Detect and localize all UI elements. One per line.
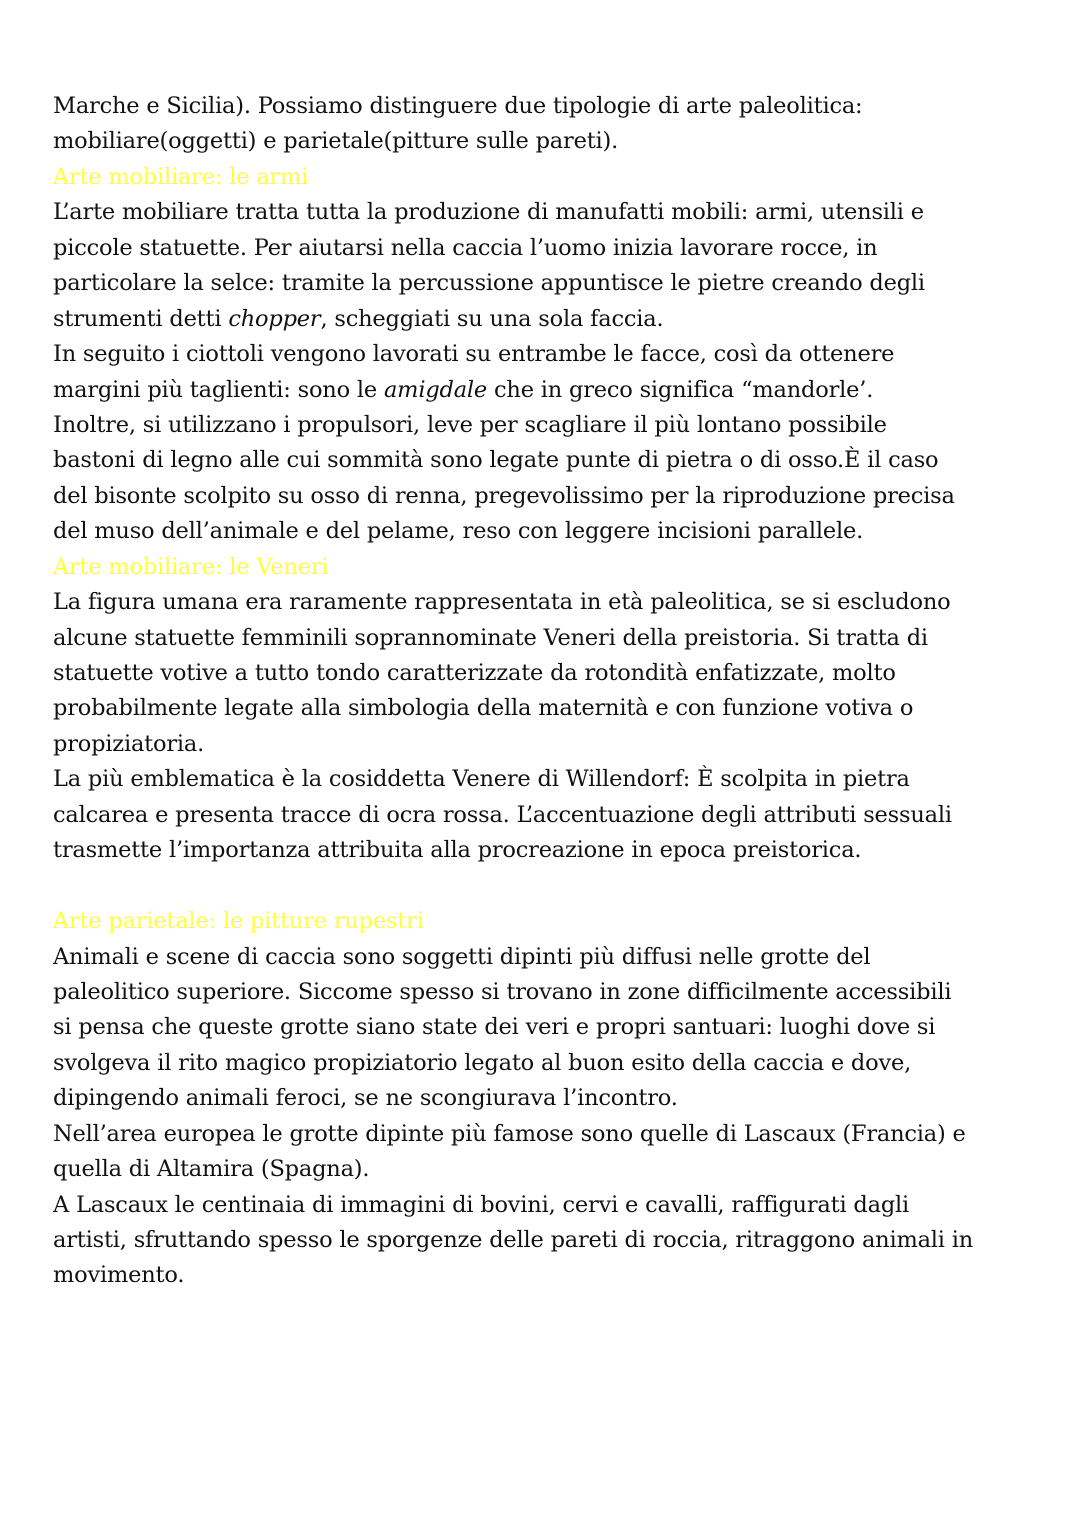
text-line: del bisonte scolpito su osso di renna, pregevolissimo per la riproduzione precisa [53,482,955,509]
text-line: Nell’area europea le grotte dipinte più famose sono quelle di Lascaux (Francia) e [53,1120,966,1147]
text-line: mobiliare(oggetti) e parietale(pitture sulle pareti). [53,128,619,155]
text-line: quella di Altamira (Spagna). [53,1156,370,1183]
text-line: probabilmente legate alla simbologia della maternità e con funzione votiva o [53,695,914,722]
text-line: artisti, sfruttando spesso le sporgenze delle pareti di roccia, ritraggono animali in [53,1227,974,1253]
text-line: propiziatoria. [53,730,205,757]
text-line: statuette votive a tutto tondo caratterizzate da rotondità enfatizzate, molto [53,660,896,686]
section-heading: Arte parietale: le pitture rupestri [53,908,424,935]
text-line: La figura umana era raramente rappresentata in età paleolitica, se si escludono [53,589,951,616]
text-line: Inoltre, si utilizzano i propulsori, leve per scagliare il più lontano possibile [53,411,887,438]
text-line: L’arte mobiliare tratta tutta la produzione di manufatti mobili: armi, utensili e [53,199,924,226]
text-line: particolare la selce: tramite la percussione appuntisce le pietre creando degli [53,270,925,297]
text-line: In seguito i ciottoli vengono lavorati su entrambe le facce, così da ottenere [53,341,895,368]
text-line: svolgeva il rito magico propiziatorio legato al buon esito della caccia e dove, [53,1049,912,1076]
text-fragment: margini più taglienti: sono le [53,376,384,403]
text-line: Marche e Sicilia). Possiamo distinguere due tipologie di arte paleolitica: [53,93,863,119]
text-fragment: , scheggiati su una sola faccia. [320,305,664,332]
italic-term: chopper [228,305,321,332]
section-heading: Arte mobiliare: le armi [53,163,309,190]
text-line: paleolitico superiore. Siccome spesso si trovano in zone difficilmente accessibili [53,978,952,1005]
text-line: movimento. [53,1262,185,1289]
text-line [53,373,1053,408]
document-page [53,89,1053,1294]
text-line: piccole statuette. Per aiutarsi nella caccia l’uomo inizia lavorare rocce, in [53,234,878,261]
text-line: Animali e scene di caccia sono soggetti dipinti più diffusi nelle grotte del [53,943,871,970]
text-line: alcune statuette femminili soprannominate Veneri della preistoria. Si tratta di [53,624,928,651]
text-line: si pensa che queste grotte siano state dei veri e propri santuari: luoghi dove si [53,1014,936,1041]
text-line: La più emblematica è la cosiddetta Venere di Willendorf: È scolpita in pietra [53,766,910,793]
text-fragment: strumenti detti [53,305,229,332]
text-line [53,302,1053,337]
section-heading: Arte mobiliare: le Veneri [53,553,329,580]
text-line: bastoni di legno alle cui sommità sono legate punte di pietra o di osso.È il caso [53,447,939,474]
text-fragment: che in greco significa “mandorle’. [487,376,874,403]
text-line: trasmette l’importanza attribuita alla procreazione in epoca preistorica. [53,837,862,864]
italic-term: amigdale [383,376,488,403]
text-line: del muso dell’animale e del pelame, reso con leggere incisioni parallele. [53,518,864,545]
text-line: calcarea e presenta tracce di ocra rossa. L’accentuazione degli attributi sessuali [53,801,952,828]
text-line: dipingendo animali feroci, se ne scongiurava l’incontro. [53,1085,678,1112]
text-line: A Lascaux le centinaia di immagini di bovini, cervi e cavalli, raffigurati dagli [53,1191,910,1218]
text-line [53,869,1053,904]
